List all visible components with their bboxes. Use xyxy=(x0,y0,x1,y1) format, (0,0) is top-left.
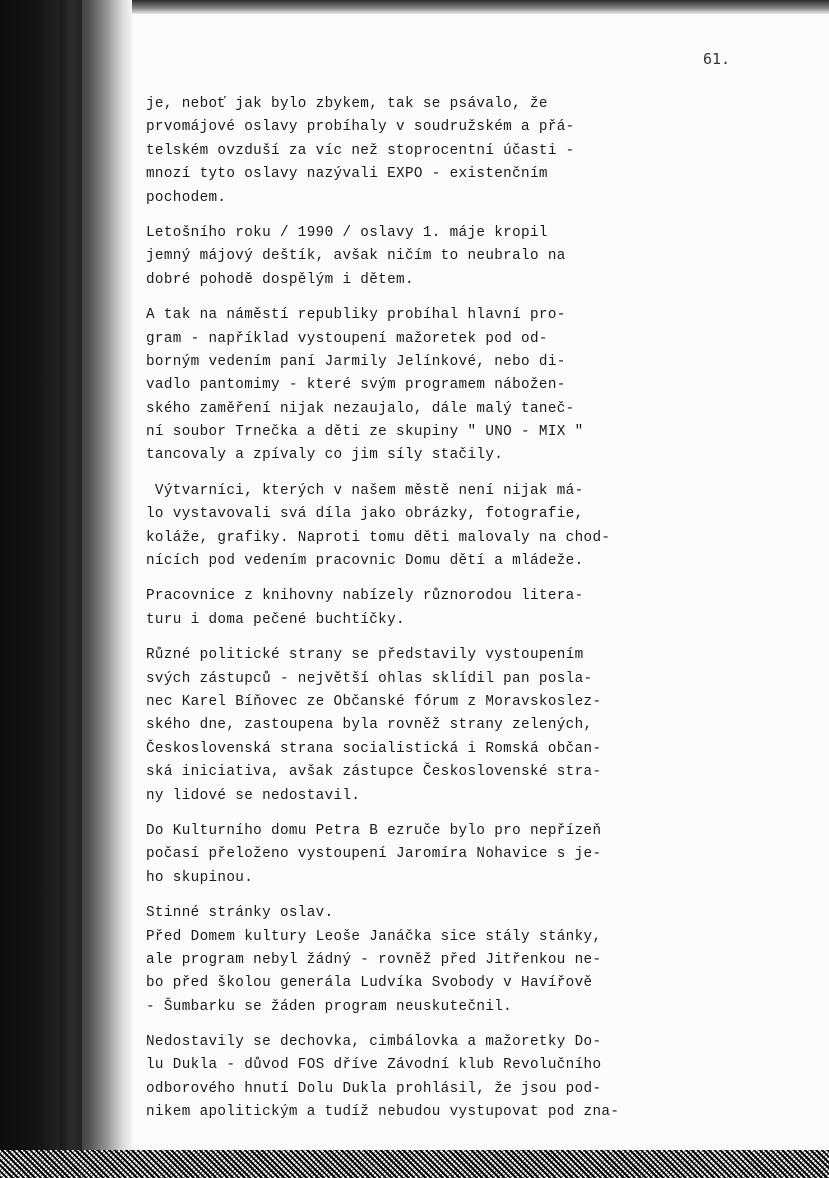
typewritten-text-body xyxy=(146,93,686,1137)
text-line: Nedostavily se dechovka, cimbálovka a mažoretky Do- xyxy=(146,1034,602,1051)
text-line: dobré pohodě dospělým i dětem. xyxy=(146,271,414,288)
text-line: Výtvarníci, kterých v našem městě není nijak má- xyxy=(146,482,584,499)
text-line: ská iniciativa, avšak zástupce Československé stra- xyxy=(146,764,602,781)
text-line: borným vedením paní Jarmily Jelínkové, nebo di- xyxy=(146,353,566,370)
text-line: vadlo pantomimy - které svým programem nábožen- xyxy=(146,377,566,394)
bottom-scan-edge xyxy=(0,1150,829,1178)
text-line: Před Domem kultury Leoše Janáčka sice stály stánky, xyxy=(146,928,602,945)
text-line: nících pod vedením pracovnic Domu dětí a mládeže. xyxy=(146,553,584,570)
text-line: svých zástupců - největší ohlas sklídil pan posla- xyxy=(146,670,593,687)
text-line: ní soubor Trnečka a děti ze skupiny " UNO - MIX " xyxy=(146,424,584,441)
text-line: pochodem. xyxy=(146,189,227,206)
page-number: 61. xyxy=(703,50,731,68)
binding-fold xyxy=(60,0,82,1150)
text-line: ského dne, zastoupena byla rovněž strany zelených, xyxy=(146,717,593,734)
text-line: koláže, grafiky. Naproti tomu děti malovaly na chod- xyxy=(146,529,611,546)
book-binding-shadow xyxy=(0,0,132,1150)
paragraph xyxy=(146,902,686,925)
text-line: mnozí tyto oslavy nazývali EXPO - existenčním xyxy=(146,166,548,183)
text-line: lo vystavovali svá díla jako obrázky, fotografie, xyxy=(146,506,584,523)
text-line: ského zaměření nijak nezaujalo, dále malý taneč- xyxy=(146,400,575,417)
text-line: ale program nebyl žádný - rovněž před Jitřenkou ne- xyxy=(146,951,602,968)
paragraph xyxy=(146,644,686,808)
paragraph xyxy=(146,304,686,468)
text-line: nec Karel Bíňovec ze Občanské fórum z Moravskoslez- xyxy=(146,693,602,710)
paragraph xyxy=(146,926,686,1020)
paragraph xyxy=(146,93,686,210)
text-line: Československá strana socialistická i Romská občan- xyxy=(146,740,602,757)
text-line: Do Kulturního domu Petra B ezruče bylo pro nepřízeň xyxy=(146,822,602,839)
text-line: prvomájové oslavy probíhaly v soudružském a přá- xyxy=(146,119,575,136)
text-line: Pracovnice z knihovny nabízely různorodou litera- xyxy=(146,588,584,605)
text-line: je, neboť jak bylo zbykem, tak se psávalo, že xyxy=(146,96,548,112)
text-line: telském ovzduší za víc než stoprocentní účasti - xyxy=(146,142,575,159)
paragraph xyxy=(146,585,686,632)
text-line: A tak na náměstí republiky probíhal hlavní pro- xyxy=(146,307,566,324)
text-line: nikem apolitickým a tudíž nebudou vystupovat pod zna- xyxy=(146,1104,620,1121)
paragraph xyxy=(146,1031,686,1125)
paragraph xyxy=(146,222,686,292)
text-line: tancovaly a zpívaly co jim síly stačily. xyxy=(146,447,504,464)
text-line: lu Dukla - důvod FOS dříve Závodní klub Revolučního xyxy=(146,1057,602,1074)
text-line: bo před školou generála Ludvíka Svobody v Havířově xyxy=(146,975,593,992)
text-line: turu i doma pečené buchtíčky. xyxy=(146,611,405,628)
paragraph xyxy=(146,820,686,890)
text-line: ho skupinou. xyxy=(146,869,254,886)
text-line: jemný májový deštík, avšak ničím to neubralo na xyxy=(146,248,566,265)
text-line: odborového hnutí Dolu Dukla prohlásil, že jsou pod- xyxy=(146,1080,602,1097)
text-line: Letošního roku / 1990 / oslavy 1. máje kropil xyxy=(146,224,548,241)
text-line: Různé politické strany se představily vystoupením xyxy=(146,647,584,664)
paragraph xyxy=(146,480,686,574)
text-line: ny lidové se nedostavil. xyxy=(146,787,361,804)
text-line: počasí přeloženo vystoupení Jaromíra Nohavice s je- xyxy=(146,846,602,863)
text-line: - Šumbarku se žáden program neuskutečnil. xyxy=(146,998,513,1015)
text-line: gram - například vystoupení mažoretek pod od- xyxy=(146,330,548,347)
text-line: Stinné stránky oslav. xyxy=(146,905,334,922)
